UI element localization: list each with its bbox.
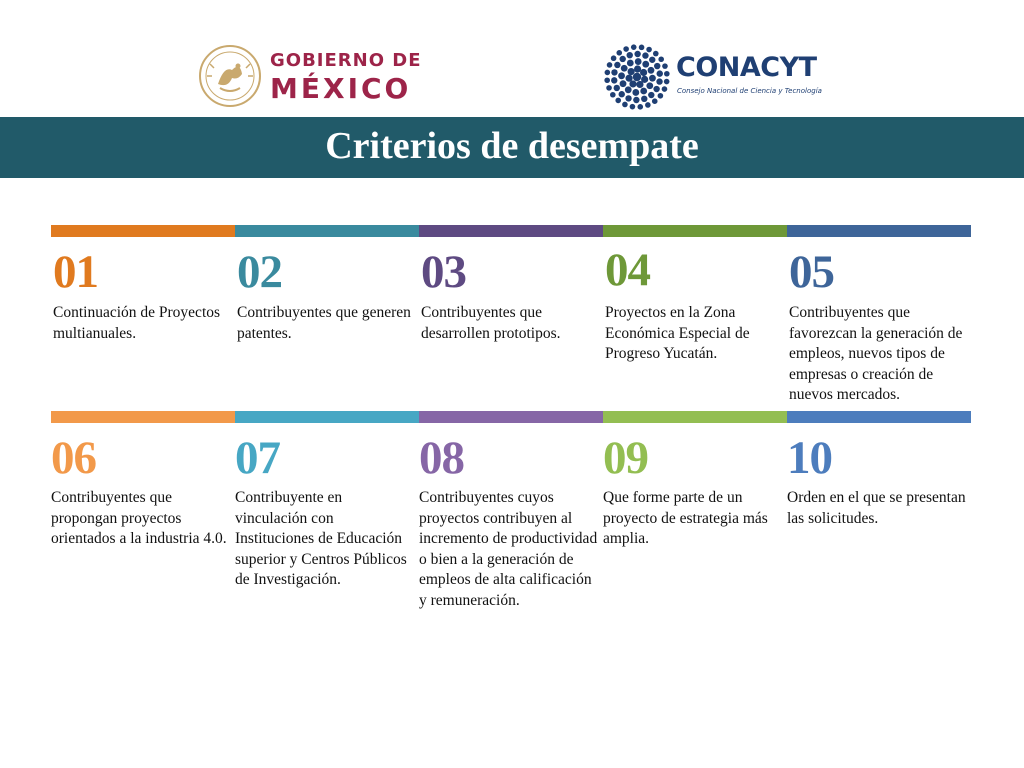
conacyt-subtitle: Consejo Nacional de Ciencia y Tecnología (677, 87, 822, 95)
criterion-text: Contribuyentes que favorezcan la generación de empleos, nuevos tipos de empresas o creación de nuevos mercados. (789, 304, 963, 403)
criterion-08 (419, 411, 603, 611)
criterion-bar (235, 411, 419, 423)
criterion-number: 01 (53, 246, 98, 298)
criterion-bar (787, 411, 971, 423)
gobierno-line-1: GOBIERNO DE (270, 50, 422, 71)
criterion-text: Contribuyentes que desarrollen prototipos. (421, 304, 561, 342)
criterion-bar (787, 225, 971, 237)
criteria-row-2 (51, 411, 973, 611)
criterion-text: Continuación de Proyectos multianuales. (53, 304, 221, 342)
criterion-number: 02 (237, 246, 282, 298)
criterion-bar (235, 225, 419, 237)
criterion-02 (235, 225, 419, 406)
criterion-04 (603, 225, 787, 406)
criterion-text: Que forme parte de un proyecto de estrategia más amplia. (603, 489, 768, 547)
conacyt-dots-icon (604, 44, 670, 110)
conacyt-logo (604, 44, 844, 110)
criterion-07 (235, 411, 419, 611)
criterion-bar (603, 411, 787, 423)
criterion-10 (787, 411, 971, 611)
criterion-bar (51, 225, 235, 237)
criterion-text: Contribuyentes cuyos proyectos contribuyen al incremento de productividad o bien a la generación de empleos de alta calificación y remuneración. (419, 489, 598, 609)
criterion-number: 05 (789, 246, 834, 298)
criterion-06 (51, 411, 235, 611)
gobierno-de-mexico-logo (198, 42, 428, 112)
criterion-number: 08 (419, 432, 464, 484)
criterion-09 (603, 411, 787, 611)
title-band (0, 117, 1024, 178)
criterion-text: Contribuyente en vinculación con Instituciones de Educación superior y Centros Públicos de Investigación. (235, 489, 407, 588)
criterion-03 (419, 225, 603, 406)
criterion-number: 03 (421, 246, 466, 298)
criteria-row-1 (51, 225, 973, 406)
criterion-bar (419, 411, 603, 423)
criterion-bar (603, 225, 787, 237)
criterion-bar (419, 225, 603, 237)
page-title: Criterios de desempate (325, 125, 699, 167)
criterion-text: Orden en el que se presentan las solicitudes. (787, 489, 966, 527)
criterion-number: 07 (235, 432, 280, 484)
criterion-01 (51, 225, 235, 406)
criterion-bar (51, 411, 235, 423)
criterion-number: 06 (51, 432, 96, 484)
criterion-05 (787, 225, 971, 406)
mexico-seal-icon (198, 44, 262, 108)
criterion-number: 10 (787, 432, 832, 484)
criterion-number: 09 (603, 432, 648, 484)
conacyt-name: CONACYT (676, 52, 817, 83)
criterion-text: Proyectos en la Zona Económica Especial de Progreso Yucatán. (605, 304, 750, 362)
criterion-text: Contribuyentes que propongan proyectos orientados a la industria 4.0. (51, 489, 227, 547)
criterion-number: 04 (605, 244, 650, 296)
criterion-text: Contribuyentes que generen patentes. (237, 304, 411, 342)
gobierno-line-2: MÉXICO (270, 72, 412, 105)
